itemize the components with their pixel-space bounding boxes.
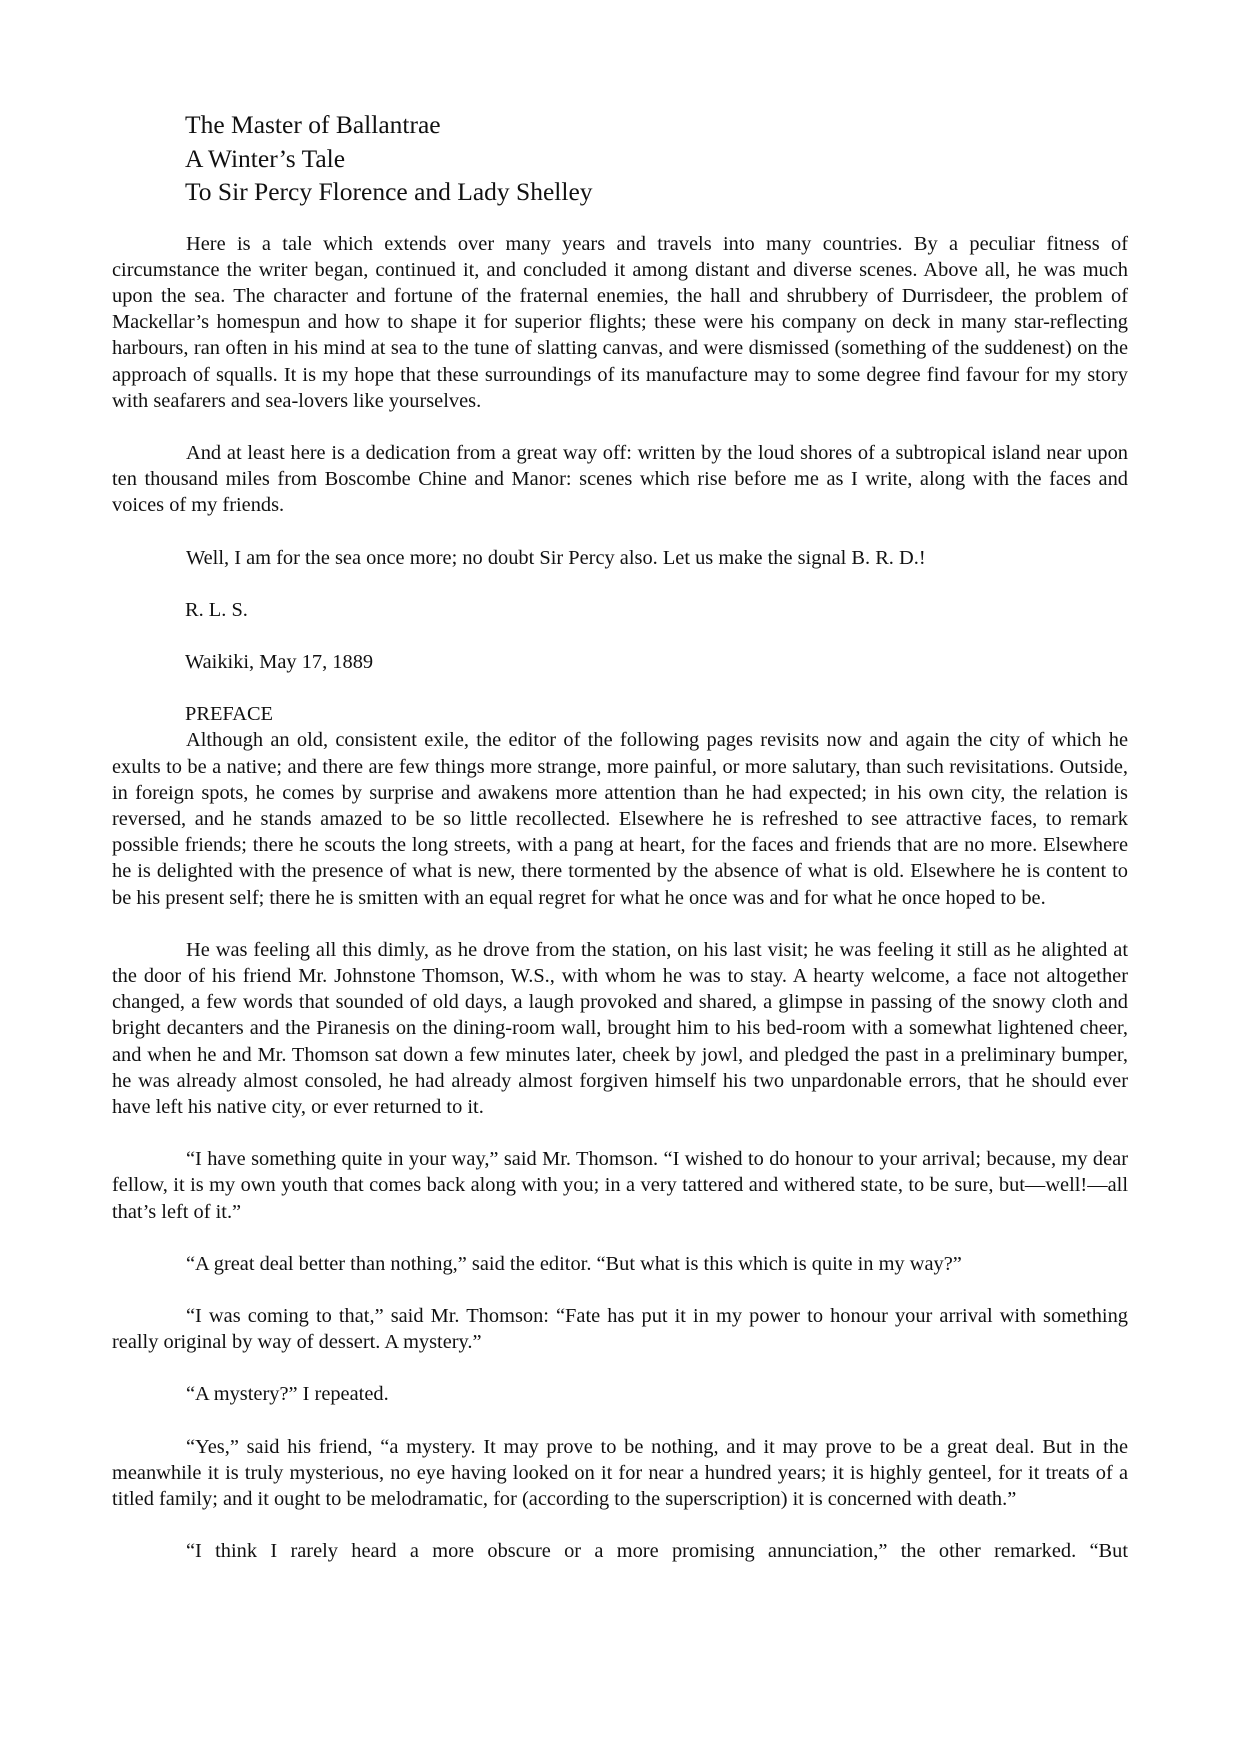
preface-paragraph: “A great deal better than nothing,” said the editor. “But what is this which is quite in my way?” <box>186 1252 962 1275</box>
place-date: Waikiki, May 17, 1889 <box>185 650 374 673</box>
preface-paragraph: Although an old, consistent exile, the editor of the following pages revisits now and again the city of which he exults to be a native; and there are few things more strange, more painful, or more salutary, than such revisitations. Outside, in foreign spots, he comes by surprise and awakens more attention than he had expected; in his own city, the relation is reversed, and he stands amazed to be so little recollected. Elsewhere he is refreshed to see attractive faces, to remark possible friends; there he scouts the long streets, with a pang at heart, for the faces and friends that are no more. Elsewhere he is delighted with the presence of what is new, there tormented by the absence of what is old. Elsewhere he is content to be his present self; there he is smitten with an equal regret for what he once was and for what he once hoped to be. <box>112 729 1128 909</box>
dedication-paragraph: And at least here is a dedication from a great way off: written by the loud shores of a subtropical island near upon ten thousand miles from Boscombe Chine and Manor: scenes which rise before me as I write, along with the faces and voices of my friends. <box>112 441 1128 517</box>
document-page <box>112 108 1128 1564</box>
dedication-paragraph: Well, I am for the sea once more; no doubt Sir Percy also. Let us make the signal B. R. D.! <box>186 546 926 569</box>
preface-paragraph: “I was coming to that,” said Mr. Thomson: “Fate has put it in my power to honour your arrival with something really original by way of dessert. A mystery.” <box>112 1305 1128 1354</box>
title-block <box>185 108 1128 209</box>
book-title: The Master of Ballantrae <box>185 110 441 139</box>
preface-paragraph: He was feeling all this dimly, as he drove from the station, on his last visit; he was feeling it still as he alighted at the door of his friend Mr. Johnstone Thomson, W.S., with whom he was to stay. A hearty welcome, a face not altogether changed, a few words that sounded of old days, a laugh provoked and shared, a glimpse in passing of the snowy cloth and bright decanters and the Piranesis on the dining-room wall, brought him to his bed-room with a somewhat lightened cheer, and when he and Mr. Thomson sat down a few minutes later, cheek by jowl, and pledged the past in a preliminary bumper, he was already almost consoled, he had already almost forgiven himself his two unpardonable errors, that he should ever have left his native city, or ever returned to it. <box>112 938 1128 1118</box>
preface-paragraph: “Yes,” said his friend, “a mystery. It may prove to be nothing, and it may prove to be a great deal. But in the meanwhile it is truly mysterious, no eye having looked on it for near a hundred years; it is highly genteel, for it treats of a titled family; and it ought to be melodramatic, for (according to the superscription) it is concerned with death.” <box>112 1435 1128 1511</box>
preface-heading: PREFACE <box>185 703 274 726</box>
preface-paragraph: “I think I rarely heard a more obscure or a more promising annunciation,” the other remarked. “But <box>186 1540 1128 1563</box>
dedication-heading: To Sir Percy Florence and Lady Shelley <box>185 177 593 206</box>
dedication-paragraph: Here is a tale which extends over many years and travels into many countries. By a peculiar fitness of circumstance the writer began, continued it, and concluded it among distant and diverse scenes. Above all, he was much upon the sea. The character and fortune of the fraternal enemies, the hall and shrubbery of Durrisdeer, the problem of Mackellar’s homespun and how to shape it for superior flights; these were his company on deck in many star-reflecting harbours, ran often in his mind at sea to the tune of slatting canvas, and were dismissed (something of the suddenest) on the approach of squalls. It is my hope that these surroundings of its manufacture may to some degree find favour for my story with seafarers and sea-lovers like yourselves. <box>112 232 1128 412</box>
signature: R. L. S. <box>185 598 248 621</box>
preface-paragraph: “A mystery?” I repeated. <box>186 1383 389 1406</box>
preface-paragraph: “I have something quite in your way,” said Mr. Thomson. “I wished to do honour to your arrival; because, my dear fellow, it is my own youth that comes back along with you; in a very tattered and withered state, to be sure, but—well!—all that’s left of it.” <box>112 1148 1128 1223</box>
book-subtitle: A Winter’s Tale <box>185 143 346 173</box>
